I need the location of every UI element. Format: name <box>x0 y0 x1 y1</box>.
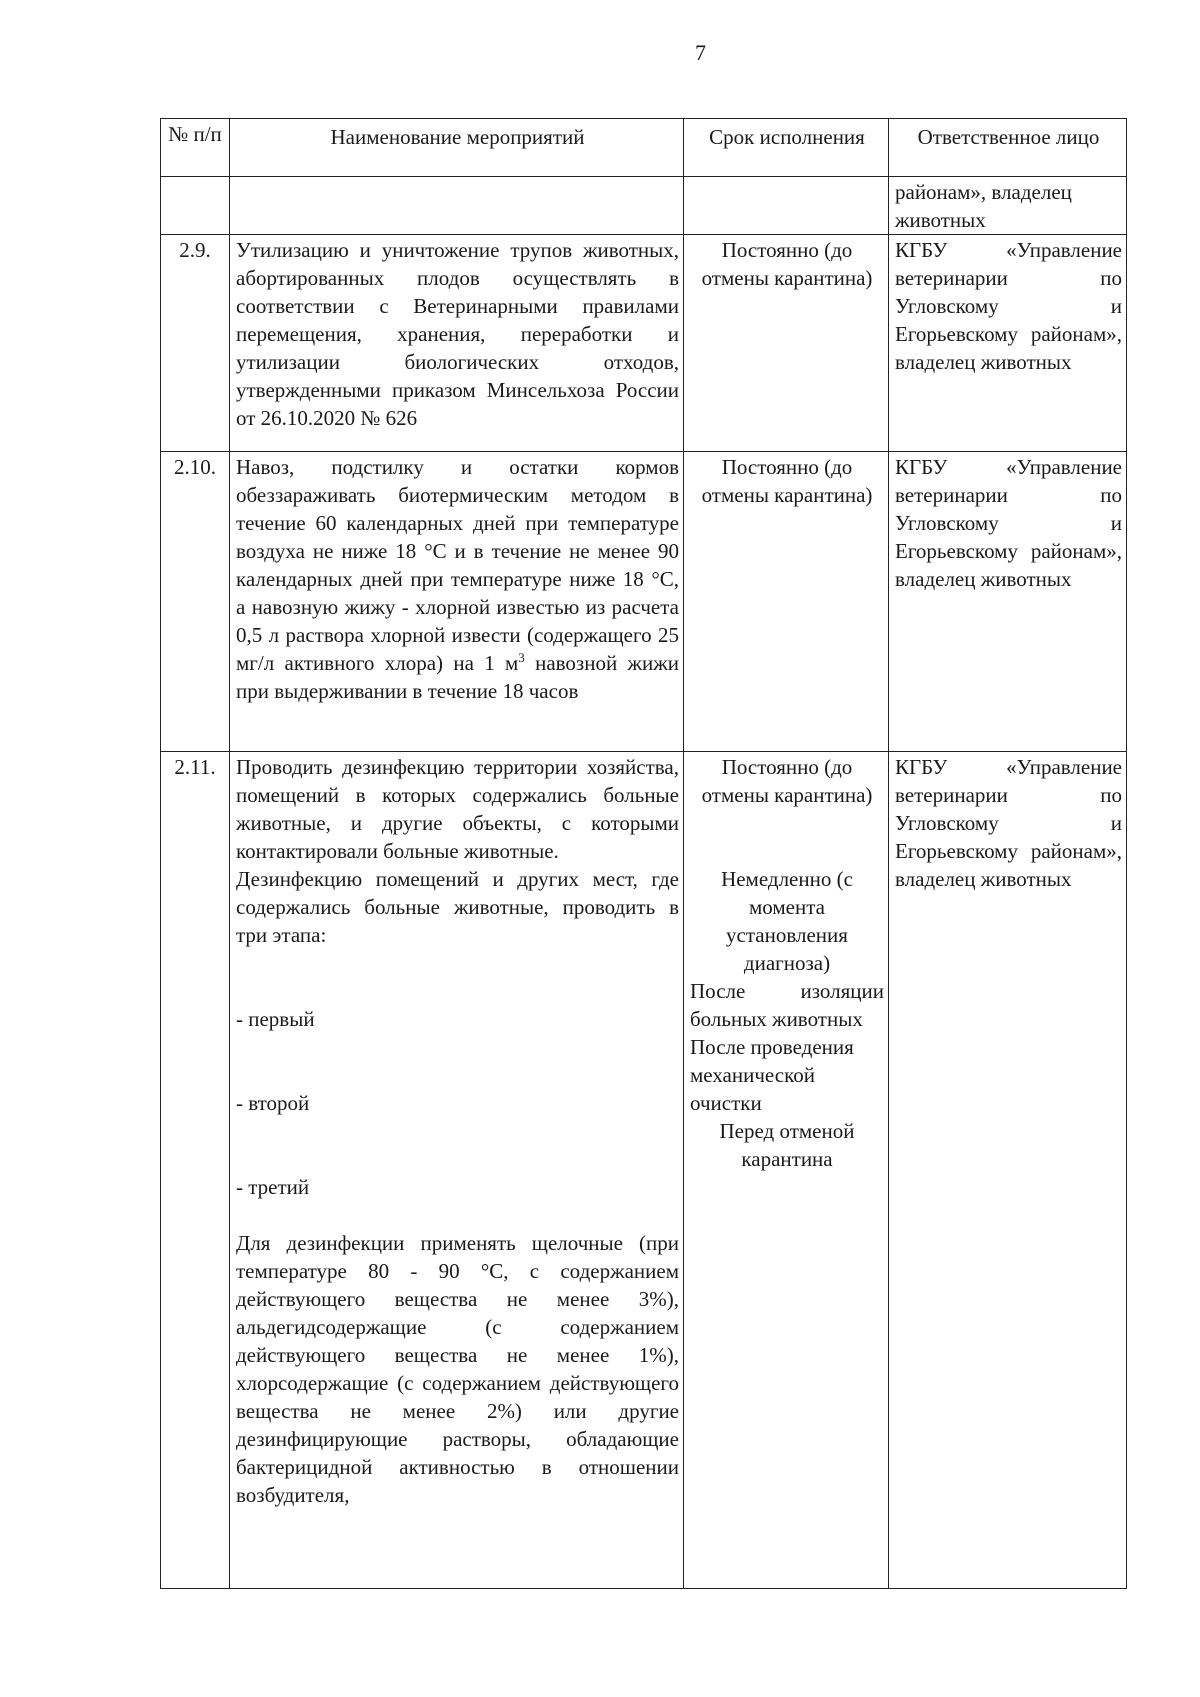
header-name: Наименование мероприятий <box>230 119 684 177</box>
term-cell: Постоянно (до отмены карантина) <box>684 235 889 452</box>
table-header-row <box>161 119 1127 177</box>
row-number: 2.11. <box>161 752 230 1589</box>
stage-third: - третий <box>236 1175 310 1199</box>
page-number: 7 <box>695 40 706 65</box>
measure-text: Проводить дезинфекцию территории хозяйства, помещений в которых содержались больные животные, и другие объекты, с которыми контактировали больные животные. Дезинфекцию помещений и других мест, где содержались больные животные, проводить в три этапа: - первый - второй - третий Для дезинфекции применять щелочные (при температуре 80 - 90 °С, с содержанием действующего вещества не менее 3%), альдегидсодержащие (с содержанием действующего вещества не менее 1%), хлорсодержащие (с содержанием действующего вещества не менее 2%) или другие дезинфицирующие растворы, обладающие бактерицидной активностью в отношении возбудителя, <box>230 752 684 1589</box>
header-term: Срок исполнения <box>684 119 889 177</box>
stage-first: - первый <box>236 1007 315 1031</box>
header-responsible: Ответственное лицо <box>889 119 1127 177</box>
stage-second: - второй <box>236 1091 310 1115</box>
superscript: 3 <box>518 650 525 665</box>
responsible-cell: КГБУ «Управление ветеринарии по Угловскому и Егорьевскому районам», владелец животных <box>889 452 1127 752</box>
responsible-cell: районам», владелец животных <box>889 177 1127 235</box>
table-row <box>161 452 1127 752</box>
responsible-cell: КГБУ «Управление ветеринарии по Угловскому и Егорьевскому районам», владелец животных <box>889 235 1127 452</box>
term-cell: Постоянно (до отмены карантина) <box>684 452 889 752</box>
table-row <box>161 235 1127 452</box>
term-cell: Постоянно (до отмены карантина) Немедленно (с момента установления диагноза) После изоляции больных животных После проведения механической очистки Перед отменой карантина <box>684 752 889 1589</box>
measure-text: Утилизацию и уничтожение трупов животных, абортированных плодов осуществлять в соответствии с Ветеринарными правилами перемещения, хранения, переработки и утилизации биологических отходов, утвержденными приказом Минсельхоза России от 26.10.2020 № 626 <box>230 235 684 452</box>
header-num: № п/п <box>161 119 230 177</box>
row-number: 2.10. <box>161 452 230 752</box>
row-number: 2.9. <box>161 235 230 452</box>
measure-text: Навоз, подстилку и остатки кормов обеззараживать биотермическим методом в течение 60 календарных дней при температуре воздуха не ниже 18 °С и в течение не менее 90 календарных дней при температуре ниже 18 °С, а навозную жижу - хлорной известью из расчета 0,5 л раствора хлорной извести (содержащего 25 мг/л активного хлора) на 1 $м^3$ навозной жижи при выдерживании в течение 18 часов <box>230 452 684 752</box>
table-row <box>161 752 1127 1589</box>
table-row <box>161 177 1127 235</box>
responsible-cell: КГБУ «Управление ветеринарии по Угловскому и Егорьевскому районам», владелец животных <box>889 752 1127 1589</box>
measures-table <box>160 118 1127 1589</box>
